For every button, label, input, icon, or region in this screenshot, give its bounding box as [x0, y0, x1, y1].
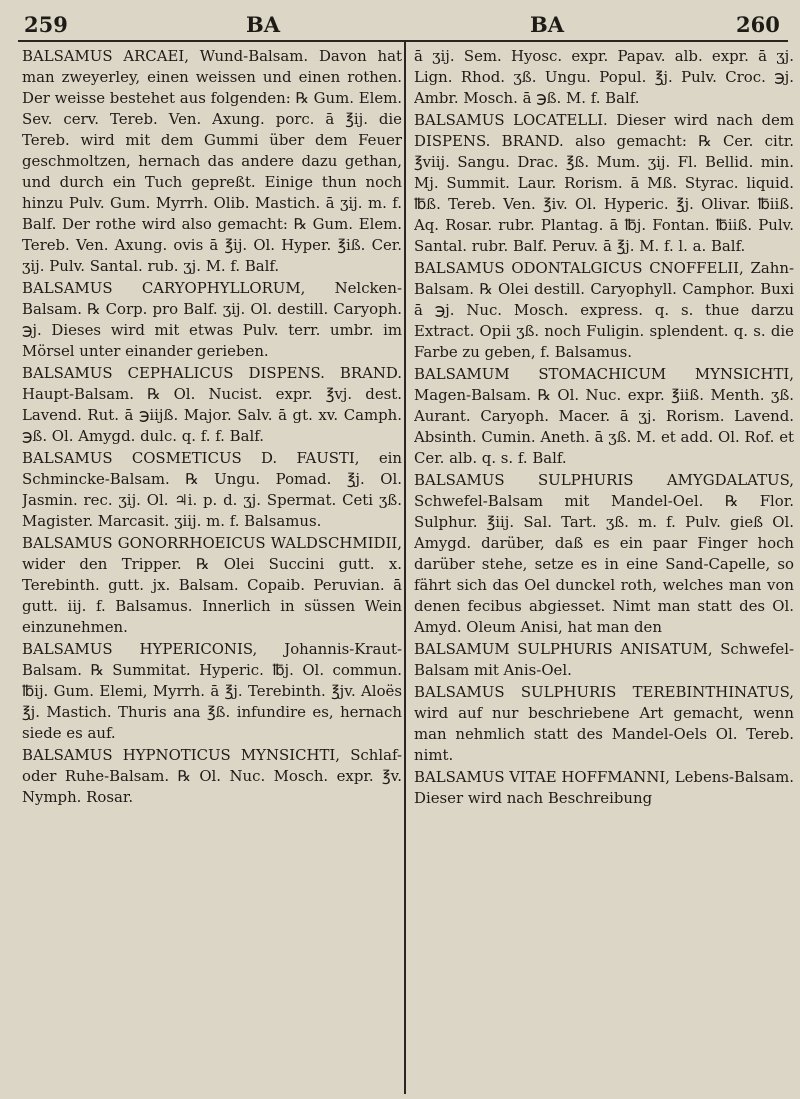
entry-balsamus-odontalgicus: BALSAMUS ODONTALGICUS CNOFFELII, Zahn-Balsam. ℞ Olei destill. Caryophyll. Camphor. Buxi ā ℈j. Nuc. Mosch. express. q. s. thue darzu Extract. Opii ʒß. noch Fuligin. splendent. q. s. die Farbe zu geben, f. Balsamus. — [414, 259, 794, 361]
entry-balsamum-sulphuris-anisatum: BALSAMUM SULPHURIS ANISATUM, Schwefel-Balsam mit Anis-Oel. — [414, 640, 794, 679]
header-rule — [18, 40, 788, 42]
entry-balsamus-hypericonis: BALSAMUS HYPERICONIS, Johannis-Kraut-Balsam. ℞ Summitat. Hyperic. ℔j. Ol. commun. ℔ij. Gum. Elemi, Myrrh. ā ℥j. Terebinth. ℥jv. Aloës ℥j. Mastich. Thuris ana ℥ß. infundire es, hernach siede es auf. — [22, 640, 402, 742]
entry-balsamus-sulphuris-terebinthinatus: BALSAMUS SULPHURIS TEREBINTHINATUS, wird auf nur beschriebene Art gemacht, wenn man nehmlich statt des Mandel-Oels Ol. Tereb. nimt. — [414, 683, 794, 764]
entry-balsamus-cephalicus: BALSAMUS CEPHALICUS DISPENS. BRAND. Haupt-Balsam. ℞ Ol. Nucist. expr. ℥vj. dest. Lavend. Rut. ā ℈iijß. Major. Salv. ā gt. xv. Camph. ℈ß. Ol. Amygd. dulc. q. f. f. Balf. — [22, 364, 402, 445]
entry-balsamus-sulphuris-amygdalatus: BALSAMUS SULPHURIS AMYGDALATUS, Schwefel-Balsam mit Mandel-Oel. ℞ Flor. Sulphur. ℥iij. Sal. Tart. ʒß. m. f. Pulv. gieß Ol. Amygd. darüber, daß es ein paar Finger hoch darüber stehe, setze es in eine Sand-Capelle, so fährt sich das Oel dunckel roth, welches man von denen fecibus abgiesset. Nimt man statt des Ol. Amyd. Oleum Anisi, hat man den — [414, 471, 794, 636]
running-head-right: BA — [530, 12, 565, 37]
entry-balsamus-arcaei: BALSAMUS ARCAEI, Wund-Balsam. Davon hat man zweyerley, einen weissen und einen rothen. Der weisse bestehet aus folgenden: ℞ Gum. Elem. Sev. cerv. Tereb. Ven. Axung. porc. ā ℥ij. die Tereb. wird mit dem Gummi über dem Feuer geschmoltzen, hernach das andere dazu gethan, und durch ein Tuch gepreßt. Einige thun noch hinzu Pulv. Gum. Myrrh. Olib. Mastich. ā ʒij. m. f. Balf. Der rothe wird also gemacht: ℞ Gum. Elem. Tereb. Ven. Axung. ovis ā ℥ij. Ol. Hyper. ℥iß. Cer. ʒij. Pulv. Santal. rub. ʒj. M. f. Balf. — [22, 47, 402, 275]
running-head-left: BA — [246, 12, 281, 37]
page-number-right: 260 — [736, 12, 780, 37]
entry-continuation: ā ʒij. Sem. Hyosc. expr. Papav. alb. expr. ā ʒj. Lign. Rhod. ʒß. Ungu. Popul. ℥j. Pulv. Croc. ℈j. Ambr. Mosch. ā ℈ß. M. f. Balf. — [414, 47, 794, 107]
entry-balsamus-cosmeticus: BALSAMUS COSMETICUS D. FAUSTI, ein Schmincke-Balsam. ℞ Ungu. Pomad. ℥j. Ol. Jasmin. rec. ʒij. Ol. ♃i. p. d. ʒj. Spermat. Ceti ʒß. Magister. Marcasit. ʒiij. m. f. Balsamus. — [22, 449, 402, 530]
entry-balsamum-stomachicum: BALSAMUM STOMACHICUM MYNSICHTI, Magen-Balsam. ℞ Ol. Nuc. expr. ℥iiß. Menth. ʒß. Aurant. Caryoph. Macer. ā ʒj. Rorism. Lavend. Absinth. Cumin. Aneth. ā ʒß. M. et add. Ol. Rof. et Cer. alb. q. s. f. Balf. — [414, 365, 794, 467]
entry-balsamus-caryophyllorum: BALSAMUS CARYOPHYLLORUM, Nelcken-Balsam. ℞ Corp. pro Balf. ʒij. Ol. destill. Caryoph. ℈j. Dieses wird mit etwas Pulv. terr. umbr. im Mörsel unter einander gerieben. — [22, 279, 402, 360]
column-divider — [404, 42, 406, 1094]
entry-balsamus-gonorrhoeicus: BALSAMUS GONORRHOEICUS WALDSCHMIDII, wider den Tripper. ℞ Olei Succini gutt. x. Terebinth. gutt. jx. Balsam. Copaib. Peruvian. ā gutt. iij. f. Balsamus. Innerlich in süssen Wein einzunehmen. — [22, 534, 402, 636]
right-column — [414, 46, 794, 1096]
entry-balsamus-vitae: BALSAMUS VITAE HOFFMANNI, Lebens-Balsam. Dieser wird nach Beschreibung — [414, 768, 794, 807]
left-column — [22, 46, 402, 1096]
page-number-left: 259 — [24, 12, 68, 37]
entry-balsamus-locatelli: BALSAMUS LOCATELLI. Dieser wird nach dem DISPENS. BRAND. also gemacht: ℞ Cer. citr. ℥viij. Sangu. Drac. ℥ß. Mum. ʒij. Fl. Bellid. min. Mj. Summit. Laur. Rorism. ā Mß. Styrac. liquid. ℔ß. Tereb. Ven. ℥iv. Ol. Hyperic. ℥j. Olivar. ℔iiß. Aq. Rosar. rubr. Plantag. ā ℔j. Fontan. ℔iiß. Pulv. Santal. rubr. Balf. Peruv. ā ℥j. M. f. l. a. Balf. — [414, 111, 794, 255]
entry-balsamus-hypnoticus: BALSAMUS HYPNOTICUS MYNSICHTI, Schlaf- oder Ruhe-Balsam. ℞ Ol. Nuc. Mosch. expr. ℥v. Nymph. Rosar. — [22, 746, 402, 806]
page-header — [0, 12, 800, 42]
